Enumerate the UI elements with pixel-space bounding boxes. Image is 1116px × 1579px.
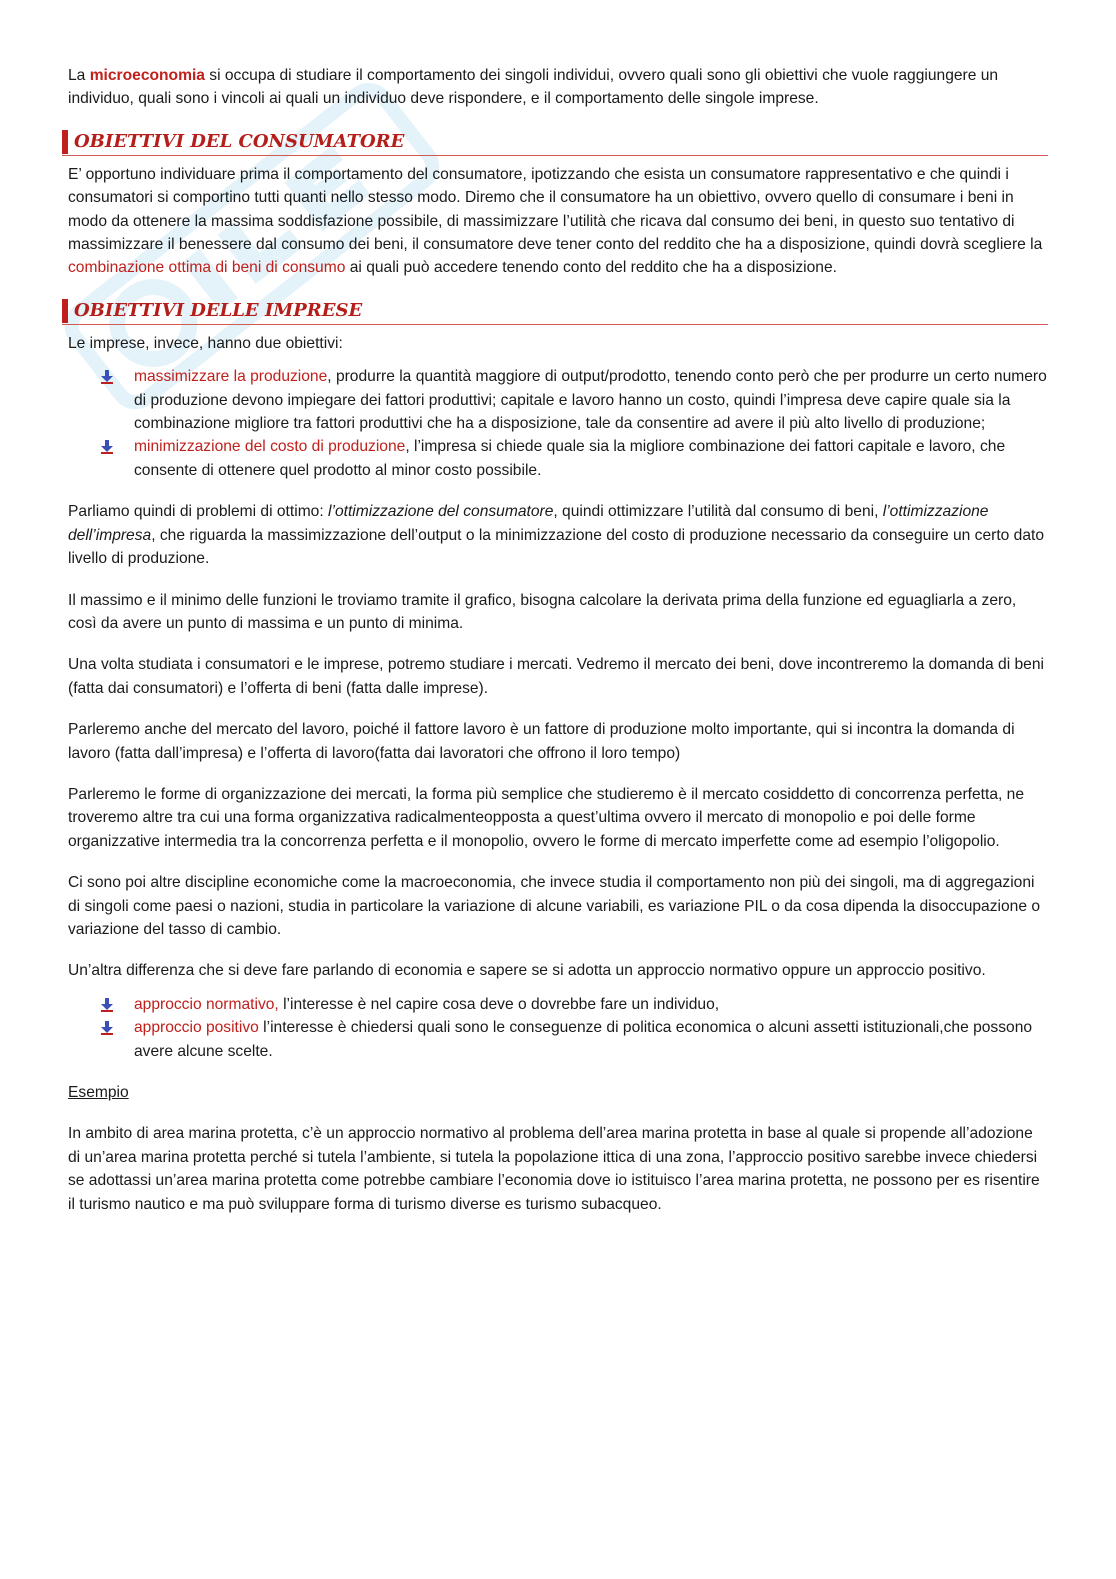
- paragraph-approaches: Un’altra differenza che si deve fare parlando di economia e sapere se si adotta un approccio normativo oppure un approccio positivo.: [68, 962, 986, 980]
- heading-firm-objectives: OBIETTIVI DELLE IMPRESE: [62, 298, 1048, 325]
- firms-lead: Le imprese, invece, hanno due obiettivi:: [68, 334, 343, 352]
- optimum-paragraph: Parliamo quindi di problemi di ottimo: l’ottimizzazione del consumatore, quindi ottimizzare l’utilità dal consumo di beni, l’ottimizzazione dell’impresa, che riguarda la massimizzazione dell’output o la minimizzazione del costo di produzione necessario da conseguire un certo dato livello di produzione.: [68, 503, 1045, 568]
- approaches-list: [68, 993, 1048, 1063]
- arrow-bullet-icon: [100, 440, 114, 454]
- list-item: minimizzazione del costo di produzione, l’impresa si chiede quale sia la migliore combinazione dei fattori capitale e lavoro, che consente di ottenere quel prodotto al minor costo possibile.: [134, 435, 1048, 482]
- paragraph-macroeconomics: Ci sono poi altre discipline economiche come la macroeconomia, che invece studia il comportamento non più dei singoli, ma di aggregazioni di singoli come paesi o nazioni, studia in particolare la variazione di alcune variabili, es variazione PIL o da cosa dipenda la disoccupazione o variazione del tasso di cambio.: [68, 874, 1041, 938]
- document-page: [68, 64, 1048, 1234]
- arrow-bullet-icon: [100, 1021, 114, 1035]
- intro-paragraph: La microeconomia si occupa di studiare il comportamento dei singoli individui, ovvero quali sono gli obiettivi che vuole raggiungere un individuo, quali sono i vincoli ai quali un individuo deve rispondere, e il comportamento delle singole imprese.: [68, 67, 999, 108]
- example-heading: Esempio: [68, 1084, 129, 1101]
- paragraph-markets: Una volta studiata i consumatori e le imprese, potremo studiare i mercati. Vedremo il mercato dei beni, dove incontreremo la domanda di beni (fatta dai consumatori) e l’offerta di beni (fatta dalle imprese).: [68, 656, 1044, 697]
- paragraph-labour-market: Parleremo anche del mercato del lavoro, poiché il fattore lavoro è un fattore di produzione molto importante, qui si incontra la domanda di lavoro (fatta dall’impresa) e l’offerta di lavoro(fatta dai lavoratori che offrono il loro tempo): [68, 721, 1015, 762]
- paragraph-market-forms: Parleremo le forme di organizzazione dei mercati, la forma più semplice che studieremo è il mercato cosiddetto di concorrenza perfetta, ne troveremo altre tra cui una forma organizzativa radicalmenteopposta a quest’ultima ovvero il mercato di monopolio e poi delle forme organizzative intermedia tra la concorrenza perfetta e il monopolio, ovvero le forme di mercato imperfette come ad esempio l’oligopolio.: [68, 785, 1025, 850]
- example-paragraph: In ambito di area marina protetta, c’è un approccio normativo al problema dell’area marina protetta in base al quale si propende all’adozione di un’area marina protetta perché si tutela l’ambiente, si tutela la popolazione ittica di una zona, l’approccio positivo sarebbe invece chiedersi se adottassi un’area marina protetta come potrebbe cambiare l’economia dove io istituisco l’area marina protetta, ne possono per es risentire il turismo nautico e ma può sviluppare forma di turismo diverse es turismo subacqueo.: [68, 1125, 1040, 1213]
- firm-objectives-list: [68, 365, 1048, 482]
- list-item: massimizzare la produzione, produrre la quantità maggiore di output/prodotto, tenendo conto però che per produrre un certo numero di produzione devono impiegare dei fattori produttivi; capitale e lavoro hanno un costo, quindi l’impresa deve capire quale sia la combinazione migliore tra fattori produttivi che ha a disposizione, tale da consentire ad avere il più alto livello di produzione;: [134, 365, 1048, 435]
- heading-consumer-objectives: OBIETTIVI DEL CONSUMATORE: [62, 129, 1048, 156]
- list-item: approccio positivo l’interesse è chiedersi quali sono le conseguenze di politica economica o alcuni assetti istituzionali,che possono avere alcune scelte.: [134, 1016, 1048, 1063]
- arrow-bullet-icon: [100, 998, 114, 1012]
- list-item: approccio normativo, l’interesse è nel capire cosa deve o dovrebbe fare un individuo,: [134, 993, 1048, 1016]
- term-microeconomia: microeconomia: [89, 67, 205, 84]
- arrow-bullet-icon: [100, 370, 114, 384]
- consumer-paragraph: E’ opportuno individuare prima il comportamento del consumatore, ipotizzando che esista un consumatore rappresentativo e che quindi i consumatori si comportino tutti quanti nello stesso modo. Diremo che il consumatore ha un obiettivo, ovvero quello di consumare i beni in modo da ottenere la massima soddisfazione possibile, di massimizzare l’utilità che ricava dal consumo dei beni, in questo suo tentativo di massimizzare il benessere dal consumo dei beni, il consumatore deve tener conto del reddito che ha a disposizione, quindi dovrà scegliere la combinazione ottima di beni di consumo ai quali può accedere tenendo conto del reddito che ha a disposizione.: [68, 165, 1043, 277]
- paragraph-derivative: Il massimo e il minimo delle funzioni le troviamo tramite il grafico, bisogna calcolare la derivata prima della funzione ed eguagliarla a zero, così da avere un punto di massima e un punto di minima.: [68, 591, 1017, 632]
- highlight-optimal-combination: combinazione ottima di beni di consumo: [68, 259, 346, 277]
